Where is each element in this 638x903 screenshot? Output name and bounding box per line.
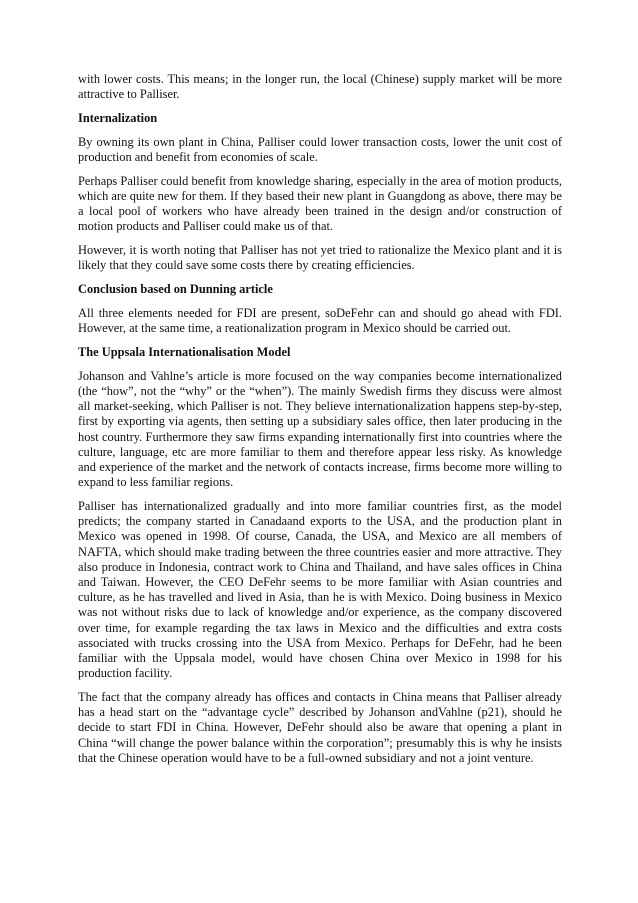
document-page bbox=[78, 72, 562, 775]
paragraph-palliser-internationalized: Palliser has internationalized gradually and into more familiar countries first, as the model predicts; the company started in Canadaand exports to the USA, and the production plant in Mexico was opened in 1998. Of course, Canada, the USA, and Mexico are all members of NAFTA, which should make trading between the three countries easier and more attractive. They also produce in Indonesia, contract work to China and Thailand, and have sales offices in China and Taiwan. However, the CEO DeFehr seems to be more familiar with Asian countries and culture, as he has travelled and lived in Asia, than he is with Mexico. Doing business in Mexico was not without risks due to lack of knowledge and/or experience, as the company discovered over time, for example regarding the tax laws in Mexico and the difficulties and extra costs associated with trucks crossing into the USA from Mexico. Perhaps for DeFehr, had he been familiar with the Uppsala model, would have chosen China over Mexico in 1998 for his production facility. bbox=[78, 499, 562, 681]
paragraph-owning-plant: By owning its own plant in China, Palliser could lower transaction costs, lower the unit cost of production and benefit from economies of scale. bbox=[78, 134, 562, 164]
paragraph-johanson-vahlne: Johanson and Vahlne’s article is more focused on the way companies become internationalized (the “how”, not the “why” or the “when”). The mainly Swedish firms they discuss were almost all market-seeking, which Palliser is not. They believe internationalization happens step-by-step, first by exporting via agents, then setting up a subsidiary sales office, then later producing in the host country. Furthermore they saw firms expanding internationally first into countries where the culture, language, etc are more familiar to them and therefore appear less risky. As knowledge and experience of the market and the network of contacts increase, firms become more willing to expand to less familiar regions. bbox=[78, 368, 562, 490]
heading-uppsala-model: The Uppsala Internationalisation Model bbox=[78, 345, 291, 359]
paragraph-mexico-plant: However, it is worth noting that Palliser has not yet tried to rationalize the Mexico plant and it is likely that they could save some costs there by creating efficiencies. bbox=[78, 243, 562, 273]
heading-conclusion-dunning: Conclusion based on Dunning article bbox=[78, 282, 273, 297]
paragraph-advantage-cycle: The fact that the company already has offices and contacts in China means that Palliser already has a head start on the “advantage cycle” described by Johanson andVahlne (p21), should he decide to start FDI in China. However, DeFehr should also be aware that opening a plant in China “will change the power balance within the corporation”; presumably this is why he insists that the Chinese operation would have to be a full-owned subsidiary and not a joint venture. bbox=[78, 690, 562, 765]
heading-internalization: Internalization bbox=[78, 111, 158, 125]
paragraph-knowledge-sharing: Perhaps Palliser could benefit from knowledge sharing, especially in the area of motion products, which are quite new for them. If they based their new plant in Guangdong as above, there may be a local pool of workers who have already been trained in the design and/or construction of motion products and Palliser could make us of that. bbox=[78, 173, 562, 234]
paragraph-supply-market: with lower costs. This means; in the longer run, the local (Chinese) supply market will be more attractive to Palliser. bbox=[78, 72, 562, 102]
paragraph-conclusion: All three elements needed for FDI are present, soDeFehr can and should go ahead with FDI. However, at the same time, a reationalization program in Mexico should be carried out. bbox=[78, 306, 562, 336]
